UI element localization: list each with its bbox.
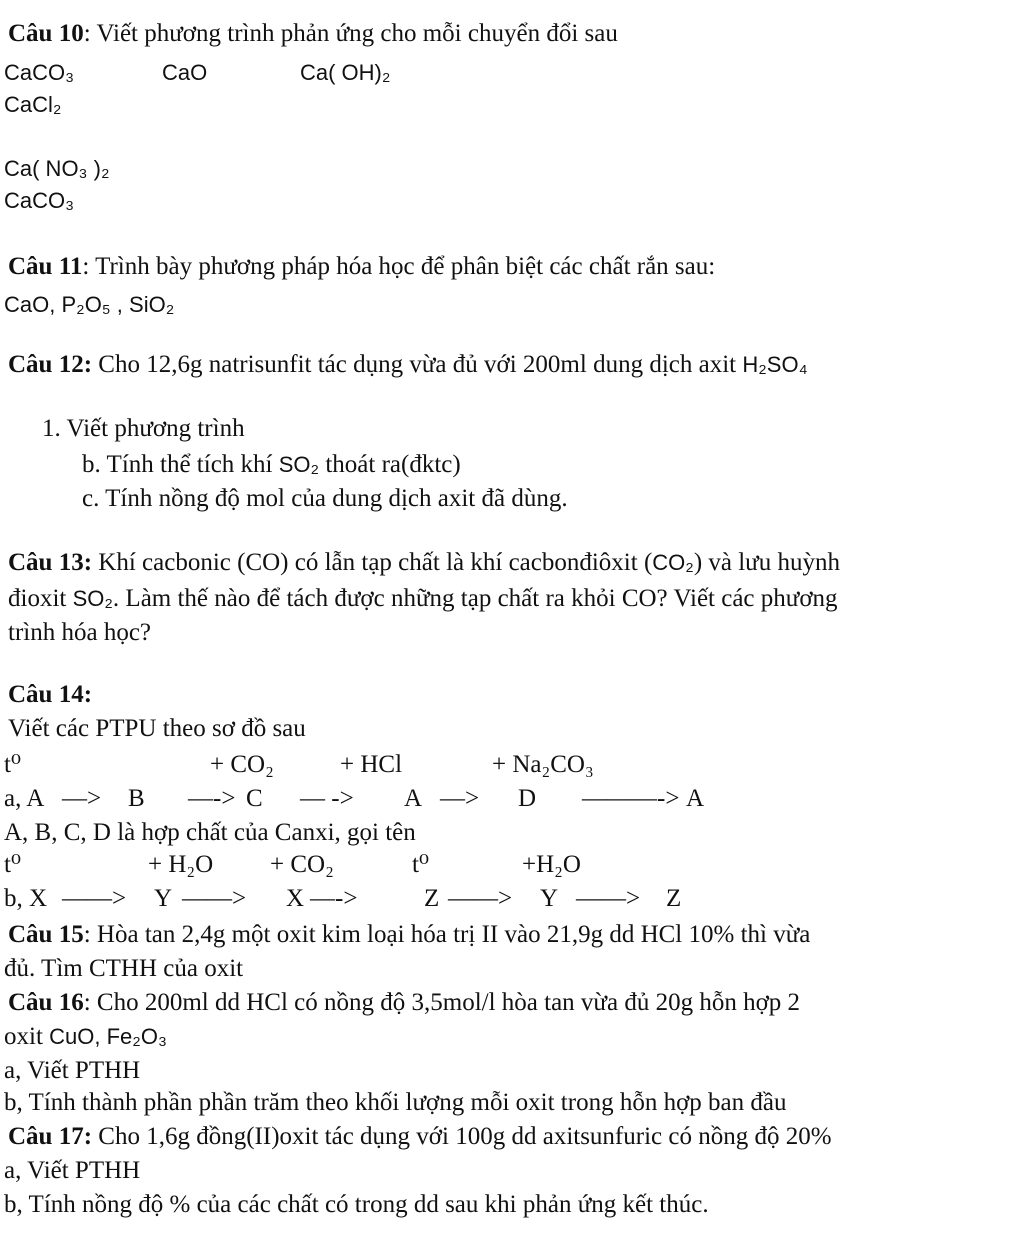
q17-label: Câu 17: <box>8 1123 93 1150</box>
q16-a: a, Viết PTHH <box>4 1057 141 1084</box>
cond-hcl: + HCl <box>340 751 403 778</box>
q13-text-1: Khí cacbonic (CO) có lẫn tạp chất là khí cacbonđiôxit ( <box>92 549 653 576</box>
scheme-a-token: a, A <box>4 785 45 812</box>
scheme-a-token: A <box>404 785 423 812</box>
scheme-a-arrow: —> <box>62 785 102 812</box>
scheme-a-arrow: ———-> <box>582 785 680 812</box>
scheme-a-arrow: —> <box>440 785 480 812</box>
formula-caco3-b: CaCO₃ <box>4 188 75 213</box>
q11-formulas <box>4 290 174 320</box>
scheme-a-token: A <box>686 785 705 812</box>
q13-line-1 <box>8 548 840 578</box>
q14-a-conditions <box>0 750 1024 782</box>
q12-item-1: 1. Viết phương trình <box>42 415 245 442</box>
scheme-b-token: Z <box>666 885 682 912</box>
cond-t0: t⁰ <box>4 851 21 878</box>
scheme-a-arrow: —-> <box>188 785 236 812</box>
scheme-b-token: Y <box>154 885 173 912</box>
cond-h2o: +H₂O <box>522 851 581 878</box>
q10-line <box>8 19 618 49</box>
scheme-b-arrow: ——> <box>576 885 641 912</box>
q10-text: : Viết phương trình phản ứng cho mỗi chuyển đổi sau <box>83 20 618 47</box>
cond-co2: + CO₂ <box>210 751 274 778</box>
formula-so2-q13: SO₂ <box>72 586 113 611</box>
formula-cano32: Ca( NO₃ )₂ <box>4 156 110 181</box>
q13-line-3: trình hóa học? <box>8 619 152 646</box>
q12-line <box>8 350 808 380</box>
formula-sio2: SiO₂ <box>129 292 175 317</box>
formula-cao-q11: CaO, <box>4 292 56 317</box>
q17-a: a, Viết PTHH <box>4 1157 141 1184</box>
cond-co2: + CO₂ <box>270 851 334 878</box>
cond-t0: t⁰ <box>4 751 21 778</box>
q11-text: : Trình bày phương pháp hóa học để phân biệt các chất rắn sau: <box>82 253 716 280</box>
scheme-b-token: b, X <box>4 885 48 912</box>
q13-label: Câu 13: <box>8 549 93 576</box>
q16-text-1: : Cho 200ml dd HCl có nồng độ 3,5mol/l hòa tan vừa đủ 20g hỗn hợp 2 <box>83 989 801 1016</box>
q14-a-note: A, B, C, D là hợp chất của Canxi, gọi tên <box>4 819 416 846</box>
q12-item-b-tail: thoát ra(đktc) <box>325 451 461 478</box>
formula-cuo-fe2o3: CuO, Fe₂O₃ <box>49 1024 167 1049</box>
q13-text-2b: . Làm thế nào để tách được những tạp chất ra khỏi CO? Viết các phương <box>112 585 838 612</box>
formula-cao: CaO <box>162 60 208 85</box>
q16-line-2 <box>4 1022 167 1052</box>
formula-cacl2: CaCl₂ <box>4 92 62 117</box>
q17-line-1 <box>8 1122 832 1152</box>
q14-intro: Viết các PTPU theo sơ đồ sau <box>8 715 306 742</box>
q14-b-scheme <box>0 884 1024 916</box>
scheme-b-token: Y <box>540 885 559 912</box>
q13-text-2a: đioxit <box>8 585 67 612</box>
q13-text-1b: ) và lưu huỳnh <box>693 549 840 576</box>
q14-label-text: Câu 14: <box>8 681 93 708</box>
q16-label: Câu 16 <box>8 989 84 1016</box>
q12-label: Câu 12: <box>8 351 93 378</box>
q15-label: Câu 15 <box>8 921 84 948</box>
q16-text-2: oxit <box>4 1023 43 1050</box>
formula-caoh2: Ca( OH)₂ <box>300 60 391 85</box>
scheme-b-arrow: ——> <box>448 885 513 912</box>
formula-h2so4: H₂SO₄ <box>742 352 808 377</box>
q12-item-b <box>82 450 461 480</box>
scheme-b-arrow: ——> <box>62 885 127 912</box>
formula-caco3: CaCO₃ <box>4 60 75 85</box>
scheme-b-arrow: —-> <box>310 885 358 912</box>
scheme-a-token: B <box>128 785 145 812</box>
cond-na2co3: + Na₂CO₃ <box>492 751 594 778</box>
q12-text: Cho 12,6g natrisunfit tác dụng vừa đủ với 200ml dung dịch axit <box>92 351 737 378</box>
q17-b: b, Tính nồng độ % của các chất có trong dd sau khi phản ứng kết thúc. <box>4 1191 709 1218</box>
cond-h2o: + H₂O <box>148 851 214 878</box>
q15-line-1 <box>8 920 810 950</box>
scheme-b-token: Z <box>424 885 440 912</box>
q14-a-scheme <box>0 784 1024 816</box>
q13-line-2 <box>8 584 838 614</box>
q17-text-1: Cho 1,6g đồng(II)oxit tác dụng với 100g dd axitsunfuric có nồng độ 20% <box>92 1123 832 1150</box>
q16-b: b, Tính thành phần phần trăm theo khối lượng mỗi oxit trong hỗn hợp ban đầu <box>4 1089 787 1116</box>
scheme-b-token: X <box>286 885 305 912</box>
formula-p2o5: P₂O₅ , <box>61 292 123 317</box>
q12-item-c: c. Tính nồng độ mol của dung dịch axit đã dùng. <box>82 485 568 512</box>
cond-t0: t⁰ <box>412 851 429 878</box>
scheme-b-arrow: ——> <box>182 885 247 912</box>
formula-so2: SO₂ <box>278 452 320 477</box>
formula-co2: CO₂ <box>652 550 694 575</box>
q16-line-1 <box>8 988 800 1018</box>
scheme-a-token: C <box>246 785 263 812</box>
scheme-a-arrow: — -> <box>300 785 354 812</box>
q14-label <box>8 680 92 710</box>
q15-line-2: đủ. Tìm CTHH của oxit <box>4 955 244 982</box>
q11-label: Câu 11 <box>8 253 83 280</box>
q12-item-b-text: b. Tính thể tích khí <box>82 451 273 478</box>
q10-label: Câu 10 <box>8 20 84 47</box>
q11-line <box>8 252 715 282</box>
q14-b-conditions <box>0 850 1024 882</box>
q15-text-1: : Hòa tan 2,4g một oxit kim loại hóa trị II vào 21,9g dd HCl 10% thì vừa <box>83 921 811 948</box>
scheme-a-token: D <box>518 785 537 812</box>
